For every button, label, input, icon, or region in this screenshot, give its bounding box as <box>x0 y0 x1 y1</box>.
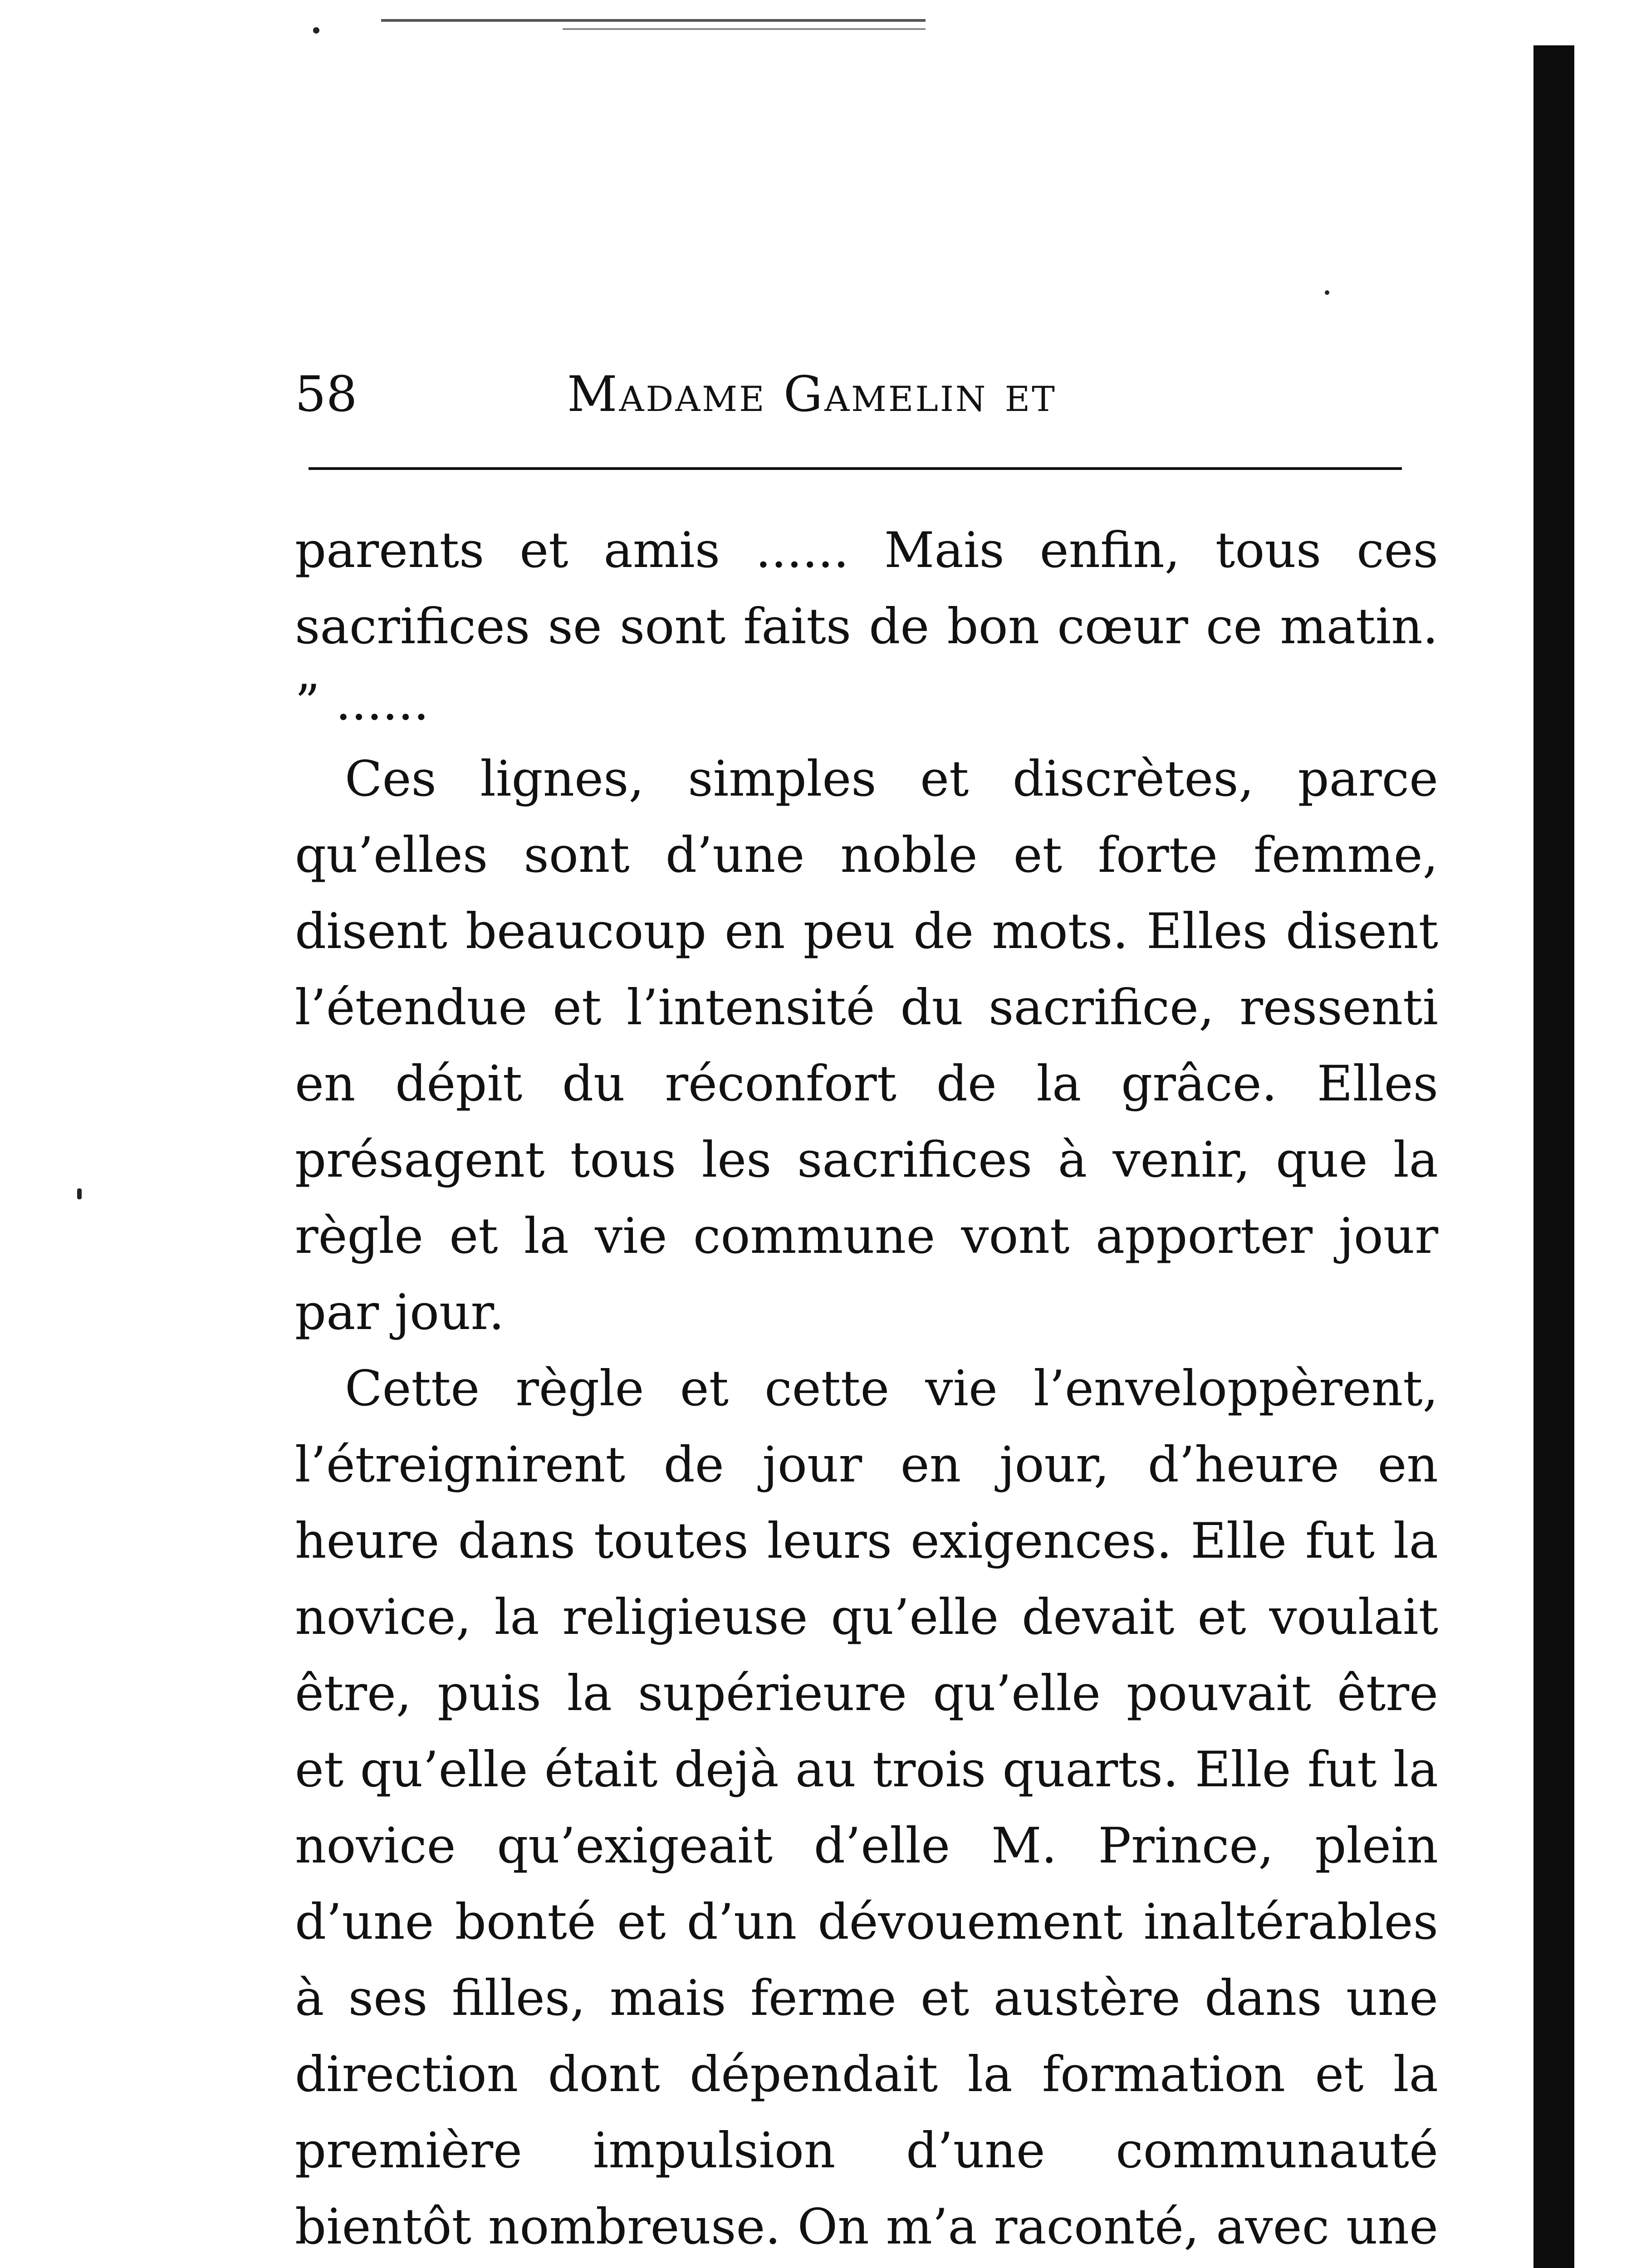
ink-speck <box>313 27 319 34</box>
paragraph: Ces lignes, simples et discrètes, parce qu’elles sont d’une noble et forte femme, disent beaucoup en peu de mots. Elles disent l’étendue et l’intensité du sacrifice, ressenti en dépit du réconfort de la grâce. Elles présagent tous les sacrifices à venir, que la règle et la vie commune vont apporter jour par jour. <box>295 751 1438 1341</box>
paragraph: Cette règle et cette vie l’enveloppèrent, l’étreignirent de jour en jour, d’heure en heure dans toutes leurs exigences. Elle fut la novice, la religieuse qu’elle devait et voulait être, puis la supérieure qu’elle pouvait être et qu’elle était dejà au trois quarts. Elle fut la novice qu’exigeait d’elle M. Prince, plein d’une bonté et d’un dévouement inaltérables à ses filles, mais ferme et austère dans une direction dont dépendait la formation et la première impulsion d’une communauté bientôt nombreuse. On m’a raconté, avec une <box>295 1360 1438 2255</box>
header-rule <box>309 467 1402 470</box>
ink-speck <box>1325 290 1329 295</box>
ink-speck <box>77 1188 82 1199</box>
page-header <box>295 361 1429 429</box>
scan-edge-bar <box>1533 45 1574 2268</box>
top-edge-rule <box>381 19 926 22</box>
page-number: 58 <box>295 366 358 423</box>
paragraph: parents et amis ...... Mais enfin, tous ces sacrifices se sont faits de bon cœur ce matin. ” ...... <box>295 522 1438 731</box>
body-text <box>295 513 1438 2268</box>
top-edge-rule-faint <box>563 28 926 30</box>
running-title: Madame Gamelin et <box>567 366 1057 423</box>
